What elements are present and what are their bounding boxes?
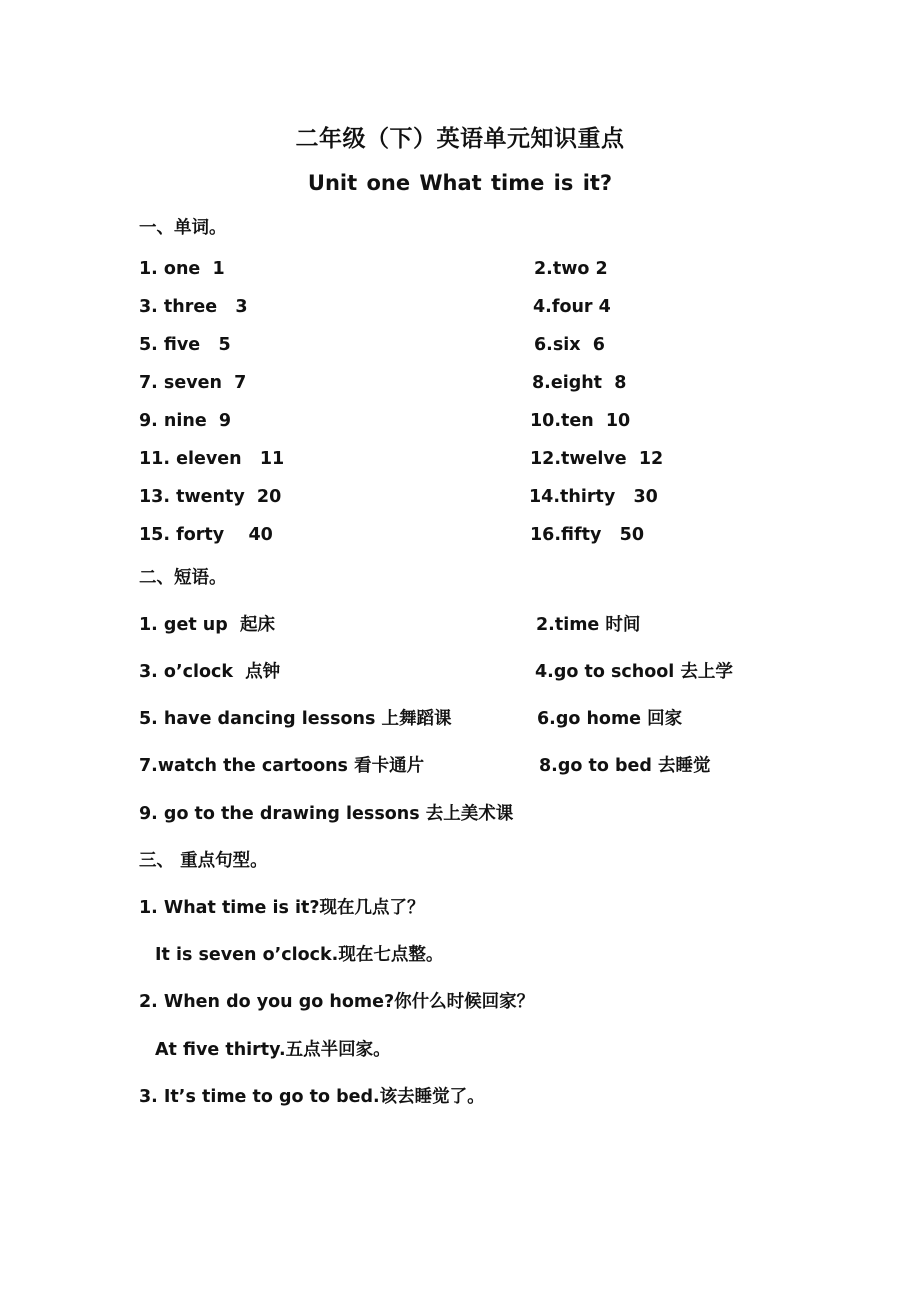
section2-heading: 二、短语。 [139, 568, 227, 588]
word-item: 3. three 3 [139, 297, 248, 317]
word-item: 14.thirty 30 [529, 487, 658, 507]
phrase-item: 6.go home 回家 [537, 709, 683, 729]
sentence-answer: It is seven o’clock.现在七点整。 [155, 945, 444, 965]
word-item: 5. five 5 [139, 335, 231, 355]
word-item: 16.fifty 50 [530, 525, 644, 545]
word-item: 10.ten 10 [530, 411, 631, 431]
word-item: 4.four 4 [533, 297, 611, 317]
document-title: 二年级（下）英语单元知识重点 [295, 126, 625, 152]
phrase-item: 1. get up 起床 [139, 615, 275, 635]
word-item: 6.six 6 [534, 335, 605, 355]
phrase-item: 8.go to bed 去睡觉 [539, 756, 711, 776]
phrase-item: 4.go to school 去上学 [535, 662, 733, 682]
word-item: 15. forty 40 [139, 525, 273, 545]
sentence-statement: 3. It’s time to go to bed.该去睡觉了。 [139, 1087, 485, 1107]
word-item: 9. nine 9 [139, 411, 232, 431]
word-item: 1. one 1 [139, 259, 225, 279]
word-item: 2.two 2 [534, 259, 608, 279]
section3-heading: 三、 重点句型。 [139, 851, 268, 871]
phrase-item: 7.watch the cartoons 看卡通片 [139, 756, 425, 776]
sentence-question: 1. What time is it?现在几点了？ [139, 898, 425, 918]
word-item: 12.twelve 12 [530, 449, 664, 469]
sentence-question: 2. When do you go home?你什么时候回家？ [139, 992, 535, 1012]
sentence-answer: At five thirty.五点半回家。 [155, 1040, 391, 1060]
phrase-item: 3. o’clock 点钟 [139, 662, 281, 682]
phrase-item: 9. go to the drawing lessons 去上美术课 [139, 804, 514, 824]
word-item: 11. eleven 11 [139, 449, 285, 469]
word-item: 13. twenty 20 [139, 487, 282, 507]
word-item: 7. seven 7 [139, 373, 247, 393]
phrase-item: 2.time 时间 [536, 615, 641, 635]
unit-subtitle: Unit one What time is it? [307, 171, 613, 195]
word-item: 8.eight 8 [532, 373, 627, 393]
section1-heading: 一、单词。 [139, 218, 227, 238]
phrase-item: 5. have dancing lessons 上舞蹈课 [139, 709, 452, 729]
